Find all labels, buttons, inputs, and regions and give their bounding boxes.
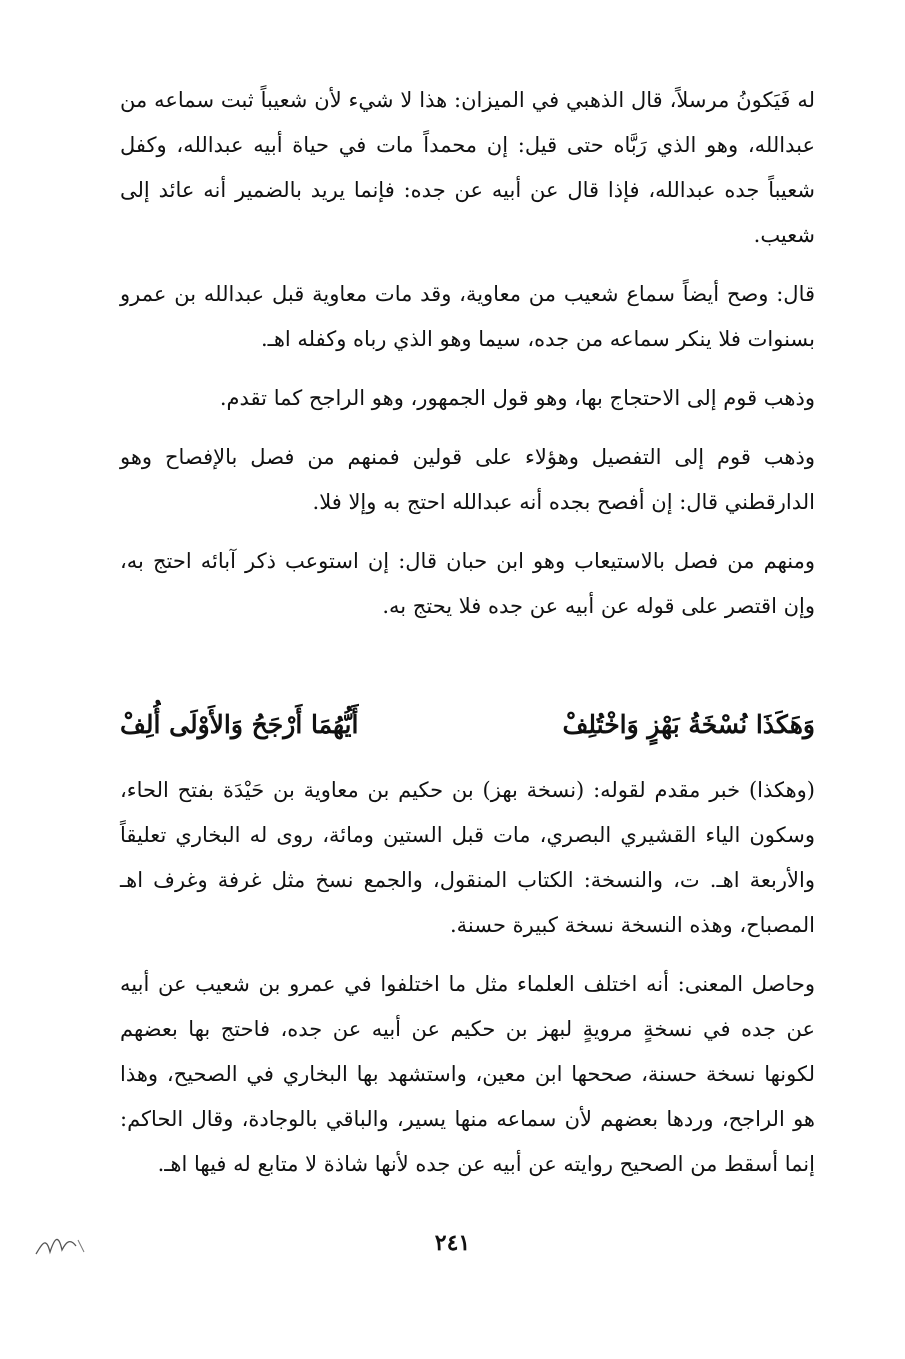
page-number: ٢٤١: [434, 1230, 471, 1256]
paragraph: وحاصل المعنى: أنه اختلف العلماء مثل ما اختلفوا في عمرو بن شعيب عن أبيه عن جده في نسخةٍ مرويةٍ لبهز بن حكيم عن أبيه عن جده، فاحتج بها بعضهم لكونها نسخة حسنة، صححها ابن معين، واستشهد بها البخاري في الصحيح، وهذا هو الراجح، وردها بعضهم لأن سماعه منها يسير، والباقي بالوجادة، وقال الحاكم: إنما أسقط من الصحيح روايته عن أبيه عن جده لأنها شاذة لا متابع له فيها اهـ.: [120, 972, 815, 1176]
paragraph: وذهب قوم إلى الاحتجاج بها، وهو قول الجمهور، وهو الراجح كما تقدم.: [219, 386, 815, 410]
verse-line: [120, 700, 815, 750]
paragraph: قال: وصح أيضاً سماع شعيب من معاوية، وقد مات معاوية قبل عبدالله بن عمرو بسنوات فلا ينكر سماعه من جده، سيما وهو الذي رباه وكفله اهـ.: [120, 282, 815, 351]
paragraph: (وهكذا) خبر مقدم لقوله: (نسخة بهز) بن حكيم بن معاوية بن حَيْدَة بفتح الحاء، وسكون الياء القشيري البصري، مات قبل الستين ومائة، روى له البخاري تعليقاً والأربعة اهـ. ت، والنسخة: الكتاب المنقول، والجمع نسخ مثل غرفة وغرف اهـ المصباح، وهذه النسخة نسخة كبيرة حسنة.: [120, 778, 815, 937]
handwritten-mark-icon: [32, 1222, 102, 1262]
paragraph: له فَيَكونُ مرسلاً، قال الذهبي في الميزان: هذا لا شيء لأن شعيباً ثبت سماعه من عبدالله، وهو الذي رَبَّاه حتى قيل: إن محمداً مات في حياة أبيه عبدالله، وكفل شعيباً جده عبدالله، فإذا قال عن أبيه عن جده: فإنما يريد بالضمير أنه عائد إلى شعيب.: [120, 88, 815, 247]
verse-second-hemistich: أَيُّهُمَا أَرْجَحُ وَالأَوْلَى أُلِفْ: [120, 710, 359, 739]
text-after-verse: [120, 768, 815, 1187]
verse-first-hemistich: وَهَكَذَا نُسْخَةُ بَهْزٍ وَاخْتُلِفْ: [562, 710, 815, 739]
paragraph: وذهب قوم إلى التفصيل وهؤلاء على قولين فمنهم من فصل بالإفصاح وهو الدارقطني قال: إن أفصح بجده أنه عبدالله احتج به وإلا فلا.: [120, 445, 815, 514]
text-before-verse: [120, 78, 815, 629]
paragraph: ومنهم من فصل بالاستيعاب وهو ابن حبان قال: إن استوعب ذكر آبائه احتج به، وإن اقتصر على قوله عن أبيه عن جده فلا يحتج به.: [120, 549, 815, 618]
